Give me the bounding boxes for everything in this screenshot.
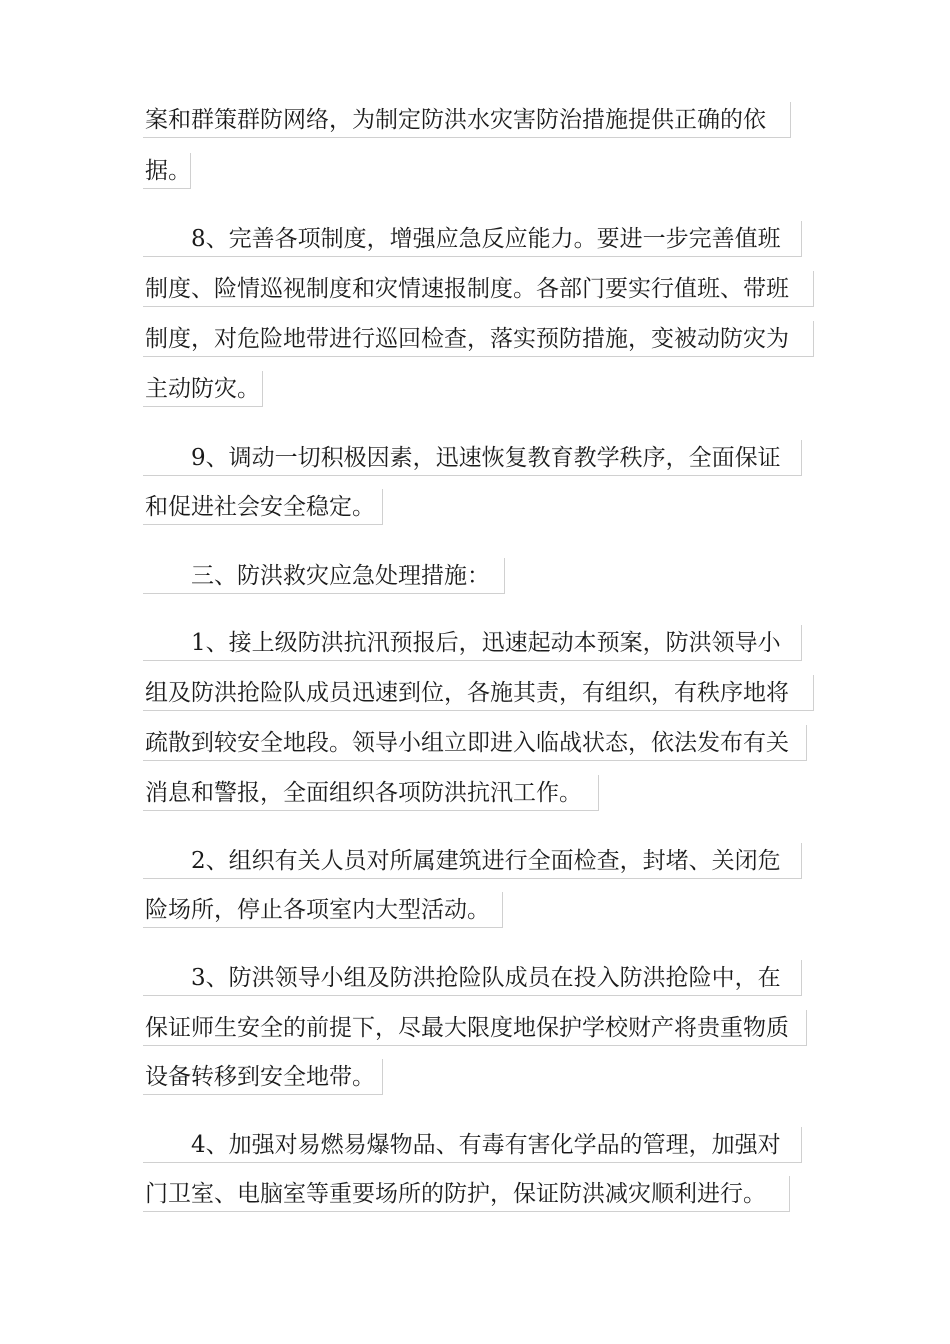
text-line: 险场所，停止各项室内大型活动。 [143,892,503,928]
text-line: 制度、险情巡视制度和灾情速报制度。各部门要实行值班、带班 [143,271,814,307]
text-line: 疏散到较安全地段。领导小组立即进入临战状态，依法发布有关 [143,725,807,761]
text-line: 制度，对危险地带进行巡回检查，落实预防措施，变被动防灾为 [143,321,814,357]
text-line: 组及防洪抢险队成员迅速到位，各施其责，有组织，有秩序地将 [143,675,814,711]
text-line: 据。 [143,153,191,189]
section-heading: 三、防洪救灾应急处理措施： [143,558,505,594]
text-line: 4、加强对易燃易爆物品、有毒有害化学品的管理，加强对 [143,1127,802,1163]
text-line: 9、调动一切积极因素，迅速恢复教育教学秩序，全面保证 [143,440,802,476]
text-line: 2、组织有关人员对所属建筑进行全面检查，封堵、关闭危 [143,843,802,879]
text-line: 消息和警报，全面组织各项防洪抗汛工作。 [143,775,599,811]
text-line: 案和群策群防网络，为制定防洪水灾害防治措施提供正确的依 [143,102,791,138]
text-line: 3、防洪领导小组及防洪抢险队成员在投入防洪抢险中，在 [143,960,802,996]
text-line: 门卫室、电脑室等重要场所的防护，保证防洪减灾顺利进行。 [143,1176,790,1212]
text-line: 1、接上级防洪抗汛预报后，迅速起动本预案，防洪领导小 [143,625,802,661]
text-line: 和促进社会安全稳定。 [143,489,383,525]
text-line: 设备转移到安全地带。 [143,1059,383,1095]
text-line: 8、完善各项制度，增强应急反应能力。要进一步完善值班 [143,221,802,257]
text-line: 保证师生安全的前提下，尽最大限度地保护学校财产将贵重物质 [143,1010,807,1046]
text-line: 主动防灾。 [143,371,263,407]
